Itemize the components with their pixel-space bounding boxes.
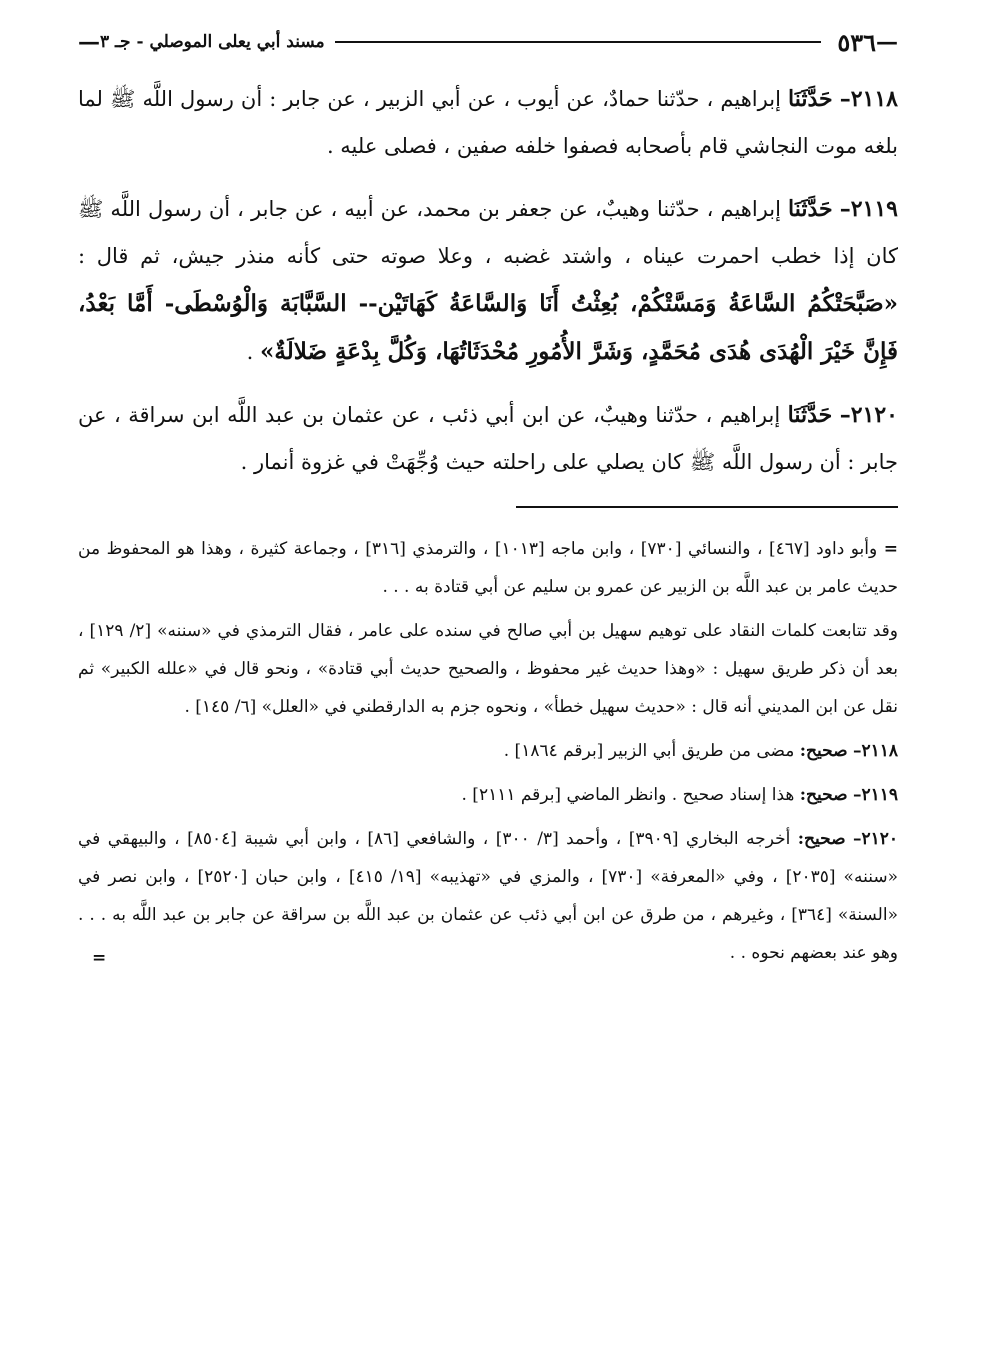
book-page: [78, 22, 898, 1332]
grading-text: هذا إسناد صحيح . وانظر الماضي [برقم ٢١١١] .: [461, 785, 800, 805]
grading-text: مضى من طريق أبي الزبير [برقم ١٨٦٤] .: [503, 741, 800, 761]
main-text: [78, 76, 898, 486]
haddathana-word: حَدَّثَنَا: [787, 402, 833, 428]
grading-label: صحيح:: [797, 829, 846, 849]
hadith-2120: [78, 392, 898, 486]
header-dash: —: [876, 29, 898, 55]
grading-label: صحيح:: [799, 741, 848, 761]
haddathana-word: حَدَّثَنَا: [788, 196, 833, 222]
hadith-dash: –: [839, 402, 851, 428]
grading-text: أخرجه البخاري [٣٩٠٩] ، وأحمد [٣/ ٣٠٠] ، والشافعي [٨٦] ، وابن أبي شيبة [٨٥٠٤] ، والبيهقي في «سننه» [٢٠٣٥] ، وفي «المعرفة» [٧٣٠] ، والمزي في «تهذيبه» [١٩/ ٤١٥] ، وابن حبان [٢٥٢٠] ، وابن نصر في «السنة» [٣٦٤] ، وغيرهم ، من طرق عن ابن أبي ذئب عن عثمان بن عبد اللَّه بن سراقة عن جابر بن عبد اللَّه به . . . وهو عند بعضهم نحوه . .: [78, 829, 898, 963]
hadith-2118: [78, 76, 898, 170]
footnote-paragraph: [78, 612, 898, 726]
page-number: ٥٣٦: [837, 27, 876, 57]
hadith-text: إبراهيم ، حدّثنا حمادٌ، عن أيوب ، عن أبي الزبير ، عن جابر : أن رسول اللَّه ﷺ لما بلغه موت النجاشي قام بأصحابه فصفوا خلفه صفين ، فصلى عليه .: [78, 87, 898, 158]
haddathana-word: حَدَّثَنَا: [788, 86, 833, 112]
page-end-continuation-mark: =: [92, 948, 107, 968]
footnote-separator: [516, 506, 898, 508]
header-end-dash: —: [78, 29, 100, 55]
hadith-2119: [78, 186, 898, 376]
running-header: [78, 22, 898, 62]
header-rule: [335, 41, 822, 43]
hadith-dash: –: [839, 196, 851, 222]
hadith-number: ٢١١٩: [850, 196, 898, 222]
hadith-text: إبراهيم ، حدّثنا وهيبٌ، عن ابن أبي ذئب ، عن عثمان بن عبد اللَّه ابن سراقة ، عن جابر : أن رسول اللَّه ﷺ كان يصلي على راحلته حيث وُجِّهَتْ في غزوة أنمار .: [78, 403, 898, 474]
grading-2119: [78, 776, 898, 814]
hadith-number: ٢١٢٠: [850, 402, 898, 428]
footnotes: [78, 530, 898, 968]
grading-number: ٢١١٨–: [852, 741, 898, 761]
footnote-text: وقد تتابعت كلمات النقاد على توهيم سهيل بن أبي صالح في سنده على عامر ، فقال الترمذي في «سننه» [٢/ ١٢٩] ، بعد أن ذكر طريق سهيل : «وهذا حديث غير محفوظ ، والصحيح حديث أبي قتادة» ، ونحو قال في «علله الكبير» ثم نقل عن ابن المديني أنه قال : «حديث سهيل خطأ» ، ونحوه جزم به الدارقطني في «العلل» [٦/ ١٤٥] .: [78, 621, 898, 717]
book-title: مسند أبي يعلى الموصلي - جـ ٣: [100, 32, 325, 52]
hadith-matn: «صَبَّحَتْكُمُ السَّاعَةُ وَمَسَّتْكُمْ، بُعِثْتُ أَنَا وَالسَّاعَةُ كَهَاتَيْن-- السَّبَّابَة وَالْوُسْطَى- أَمَّا بَعْدُ، فَإِنَّ خَيْرَ الْهُدَى هُدَى مُحَمَّدٍ، وَشَرَّ الأُمُورِ مُحْدَثَاتُهَا، وَكُلَّ بِدْعَةٍ ضَلالَةٌ»: [78, 290, 898, 365]
footnote-text: وأبو داود [٤٦٧] ، والنسائي [٧٣٠] ، وابن ماجه [١٠١٣] ، والترمذي [٣١٦] ، وجماعة كثيرة ، وهذا هو المحفوظ من حديث عامر بن عبد اللَّه بن الزبير عن عمرو بن سليم عن أبي قتادة به . . .: [78, 539, 898, 597]
hadith-dash: –: [839, 86, 851, 112]
hadith-text: إبراهيم ، حدّثنا وهيبٌ، عن جعفر بن محمد، عن أبيه ، عن جابر ، أن رسول اللَّه ﷺ كان إذا خطب احمرت عيناه ، واشتد غضبه ، وعلا صوته حتى كأنه منذر جيش، ثم قال :: [78, 197, 898, 268]
grading-label: صحيح:: [799, 785, 848, 805]
hadith-number: ٢١١٨: [850, 86, 898, 112]
continuation-mark: =: [883, 539, 899, 559]
grading-number: ٢١١٩–: [852, 785, 898, 805]
grading-2118: [78, 732, 898, 770]
grading-number: ٢١٢٠–: [853, 829, 899, 849]
hadith-end: .: [246, 340, 260, 364]
footnote-continuation: [78, 530, 898, 606]
